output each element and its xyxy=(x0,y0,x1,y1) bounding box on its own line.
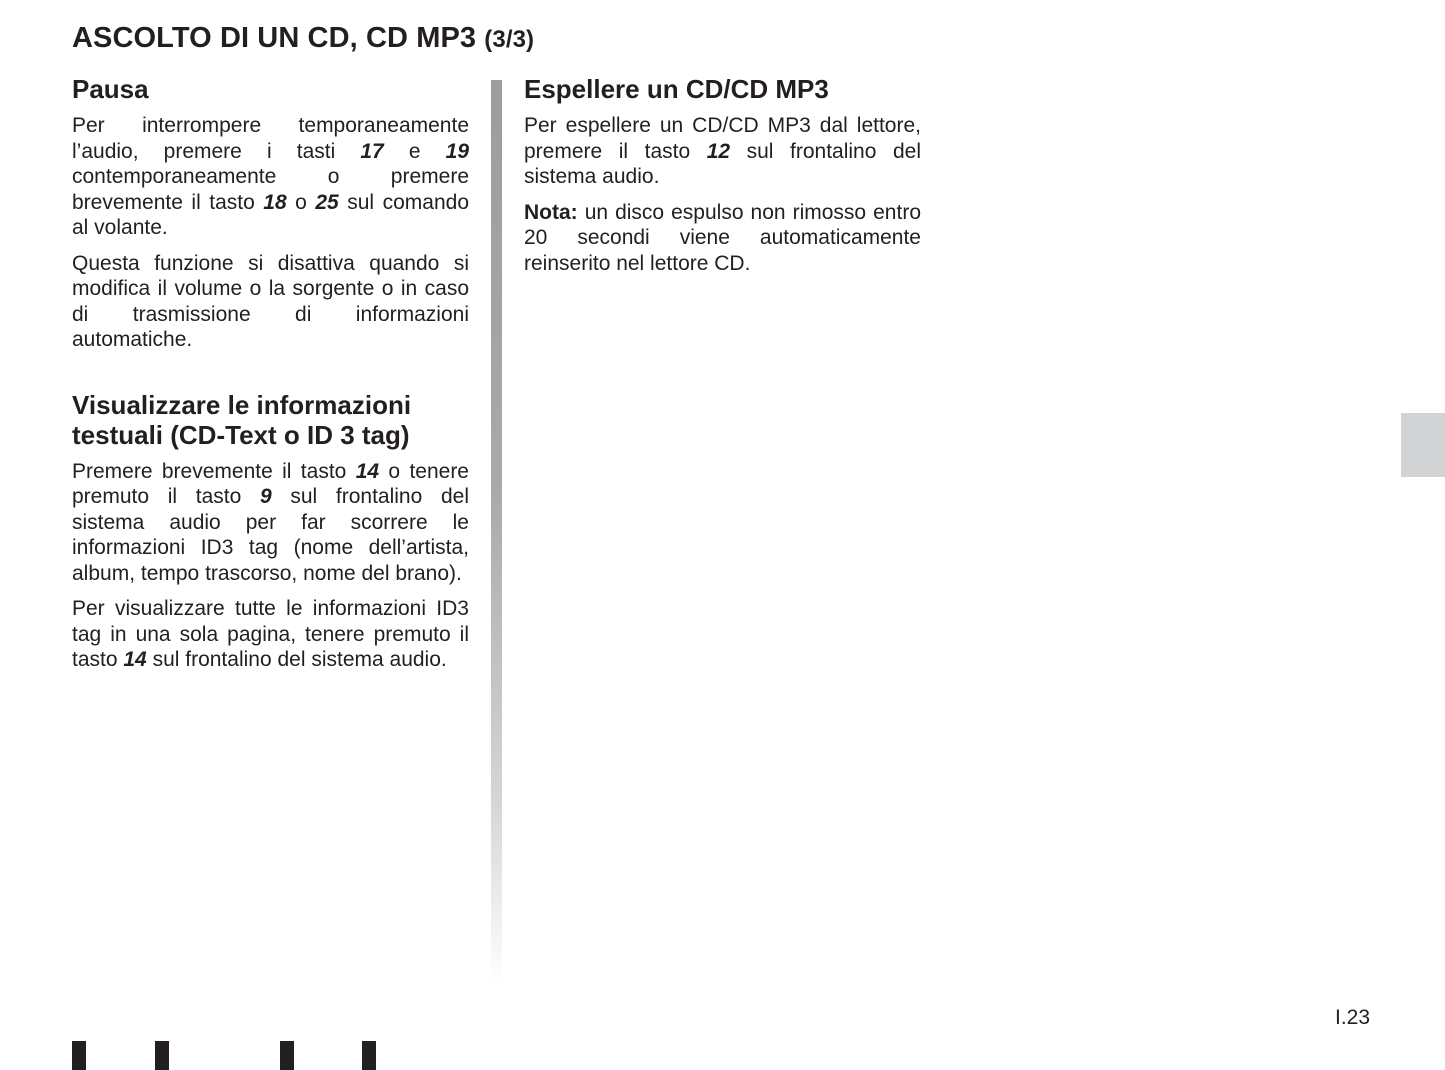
text-span: e xyxy=(383,139,446,163)
espellere-paragraph-1 xyxy=(524,113,921,190)
key-number: 9 xyxy=(259,485,272,508)
key-number: 19 xyxy=(445,139,469,163)
chapter-tab xyxy=(1401,413,1445,477)
page-number: I.23 xyxy=(1335,1006,1371,1029)
key-number: 18 xyxy=(263,190,287,214)
page-title-main: ASCOLTO DI UN CD, CD MP3 xyxy=(72,22,477,54)
key-number: 17 xyxy=(360,139,384,163)
text-span: sul frontalino del sistema audio. xyxy=(146,648,447,671)
note-label: Nota: xyxy=(524,200,578,224)
section-heading-pausa: Pausa xyxy=(72,74,149,104)
key-number: 25 xyxy=(315,190,339,214)
right-column xyxy=(524,74,921,286)
text-span: sul frontalino del sistema audio per far scorrere le informazioni ID3 tag (nome dell’artista, album, tempo trascorso, nome del brano). xyxy=(72,485,470,585)
section-heading-espellere: Espellere un CD/CD MP3 xyxy=(524,74,829,104)
heading-line: testuali (CD-Text o ID 3 tag) xyxy=(72,419,410,450)
left-column xyxy=(72,74,469,683)
pausa-paragraph-2: Questa funzione si disattiva quando si modifica il volume o la sorgente o in caso di trasmissione di informazioni automatiche. xyxy=(72,251,469,351)
page-title xyxy=(72,22,534,55)
text-span: Premere brevemente il tasto xyxy=(72,459,356,483)
page-title-part: (3/3) xyxy=(484,26,535,53)
crop-mark xyxy=(362,1041,376,1070)
heading-line: Visualizzare le informazioni xyxy=(72,389,412,420)
text-span: Per visualizzare tutte le informazioni ID3 tag in una sola pagina, tenere premuto il tasto xyxy=(72,597,469,671)
note-paragraph xyxy=(524,200,921,277)
text-span: Per espellere un CD/CD MP3 dal lettore, premere il tasto xyxy=(524,114,921,163)
column-divider xyxy=(491,80,502,985)
text-span: o xyxy=(286,190,316,214)
crop-mark xyxy=(72,1041,86,1070)
crop-mark xyxy=(280,1041,294,1070)
key-number: 14 xyxy=(355,459,380,483)
info-paragraph-1 xyxy=(72,459,469,587)
pausa-paragraph-1 xyxy=(72,113,469,241)
text-span: contemporaneamente o premere brevemente il tasto xyxy=(72,165,469,214)
text-span: o tenere premuto il tasto xyxy=(72,459,469,508)
section-heading-info xyxy=(72,390,469,450)
crop-mark xyxy=(155,1041,169,1070)
text-span: sul frontalino del sistema audio. xyxy=(524,139,921,188)
info-paragraph-2 xyxy=(72,596,469,673)
key-number: 14 xyxy=(123,648,147,671)
text-span: sul comando al volante. xyxy=(72,190,469,239)
key-number: 12 xyxy=(706,139,731,163)
note-text: un disco espulso non rimosso entro 20 secondi viene automaticamente reinserito nel lettore CD. xyxy=(524,200,921,275)
text-span: Per interrompere temporaneamente l’audio, premere i tasti xyxy=(72,114,469,163)
